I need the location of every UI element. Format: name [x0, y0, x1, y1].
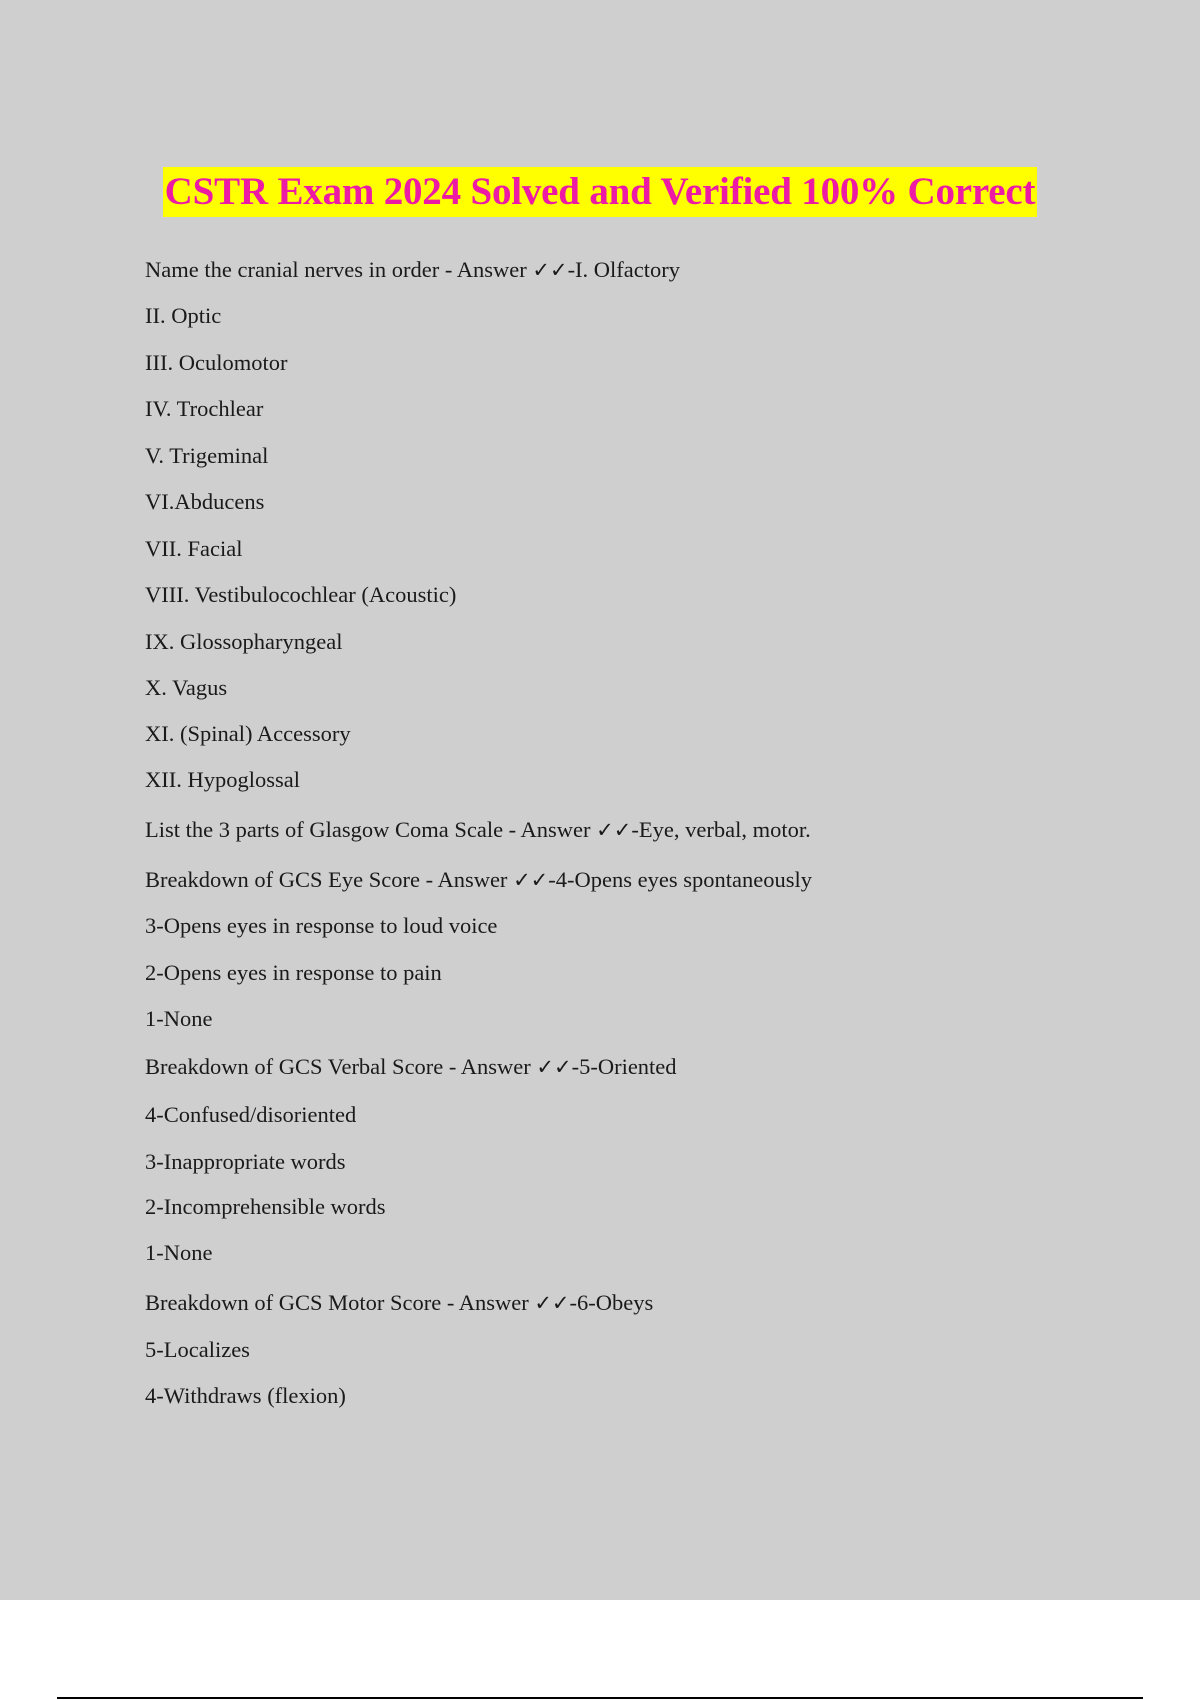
line-text: Breakdown of GCS Motor Score - Answer: [145, 1290, 535, 1315]
line-text: 1-None: [145, 1240, 213, 1265]
title-container: [0, 167, 1200, 217]
line-text: 4-Withdraws (flexion): [145, 1383, 346, 1408]
answer-line: [145, 1005, 212, 1033]
line-text: V. Trigeminal: [145, 443, 269, 468]
line-text: VII. Facial: [145, 536, 243, 561]
answer-line: [145, 488, 264, 516]
answer-line: [145, 349, 287, 377]
line-text: III. Oculomotor: [145, 350, 288, 375]
line-text: 3-Opens eyes in response to loud voice: [145, 913, 498, 938]
answer-text: -6-Obeys: [569, 1290, 654, 1315]
checkmark-icon: ✓✓: [513, 868, 549, 892]
answer-text: -Eye, verbal, motor.: [631, 817, 811, 842]
answer-line: [145, 720, 351, 748]
answer-text: -5-Oriented: [571, 1054, 677, 1079]
checkmark-icon: ✓✓: [536, 1055, 572, 1079]
line-text: VI.Abducens: [145, 489, 265, 514]
question-line: [145, 816, 811, 844]
answer-line: [145, 1148, 346, 1176]
answer-line: [145, 395, 263, 423]
line-text: XII. Hypoglossal: [145, 767, 300, 792]
line-text: List the 3 parts of Glasgow Coma Scale - Answer: [145, 817, 597, 842]
line-text: IV. Trochlear: [145, 396, 264, 421]
line-text: 4-Confused/disoriented: [145, 1102, 357, 1127]
line-text: 2-Incomprehensible words: [145, 1194, 386, 1219]
answer-line: [145, 628, 342, 656]
line-text: 5-Localizes: [145, 1337, 250, 1362]
checkmark-icon: ✓✓: [534, 1291, 570, 1315]
answer-line: [145, 581, 456, 609]
line-text: II. Optic: [145, 303, 222, 328]
answer-line: [145, 959, 442, 987]
question-line: [145, 1053, 677, 1081]
answer-line: [145, 302, 221, 330]
answer-line: [145, 1382, 346, 1410]
line-text: X. Vagus: [145, 675, 228, 700]
line-text: 3-Inappropriate words: [145, 1149, 346, 1174]
answer-line: [145, 912, 497, 940]
answer-line: [145, 442, 268, 470]
line-text: 2-Opens eyes in response to pain: [145, 960, 442, 985]
question-line: [145, 256, 680, 284]
question-line: [145, 1289, 653, 1317]
checkmark-icon: ✓✓: [532, 258, 568, 282]
checkmark-icon: ✓✓: [596, 818, 632, 842]
document-title: CSTR Exam 2024 Solved and Verified 100% Correct: [163, 167, 1038, 217]
line-text: IX. Glossopharyngeal: [145, 629, 343, 654]
footer-divider: [57, 1697, 1143, 1699]
answer-line: [145, 1193, 386, 1221]
line-text: Breakdown of GCS Verbal Score - Answer: [145, 1054, 537, 1079]
line-text: XI. (Spinal) Accessory: [145, 721, 351, 746]
line-text: Breakdown of GCS Eye Score - Answer: [145, 867, 514, 892]
answer-line: [145, 1336, 250, 1364]
line-text: Name the cranial nerves in order - Answer: [145, 257, 533, 282]
line-text: 1-None: [145, 1006, 213, 1031]
answer-line: [145, 766, 300, 794]
question-line: [145, 866, 812, 894]
answer-line: [145, 674, 227, 702]
answer-line: [145, 1239, 212, 1267]
answer-line: [145, 535, 242, 563]
answer-text: -4-Opens eyes spontaneously: [548, 867, 812, 892]
answer-text: -I. Olfactory: [567, 257, 681, 282]
line-text: VIII. Vestibulocochlear (Acoustic): [145, 582, 457, 607]
answer-line: [145, 1101, 356, 1129]
